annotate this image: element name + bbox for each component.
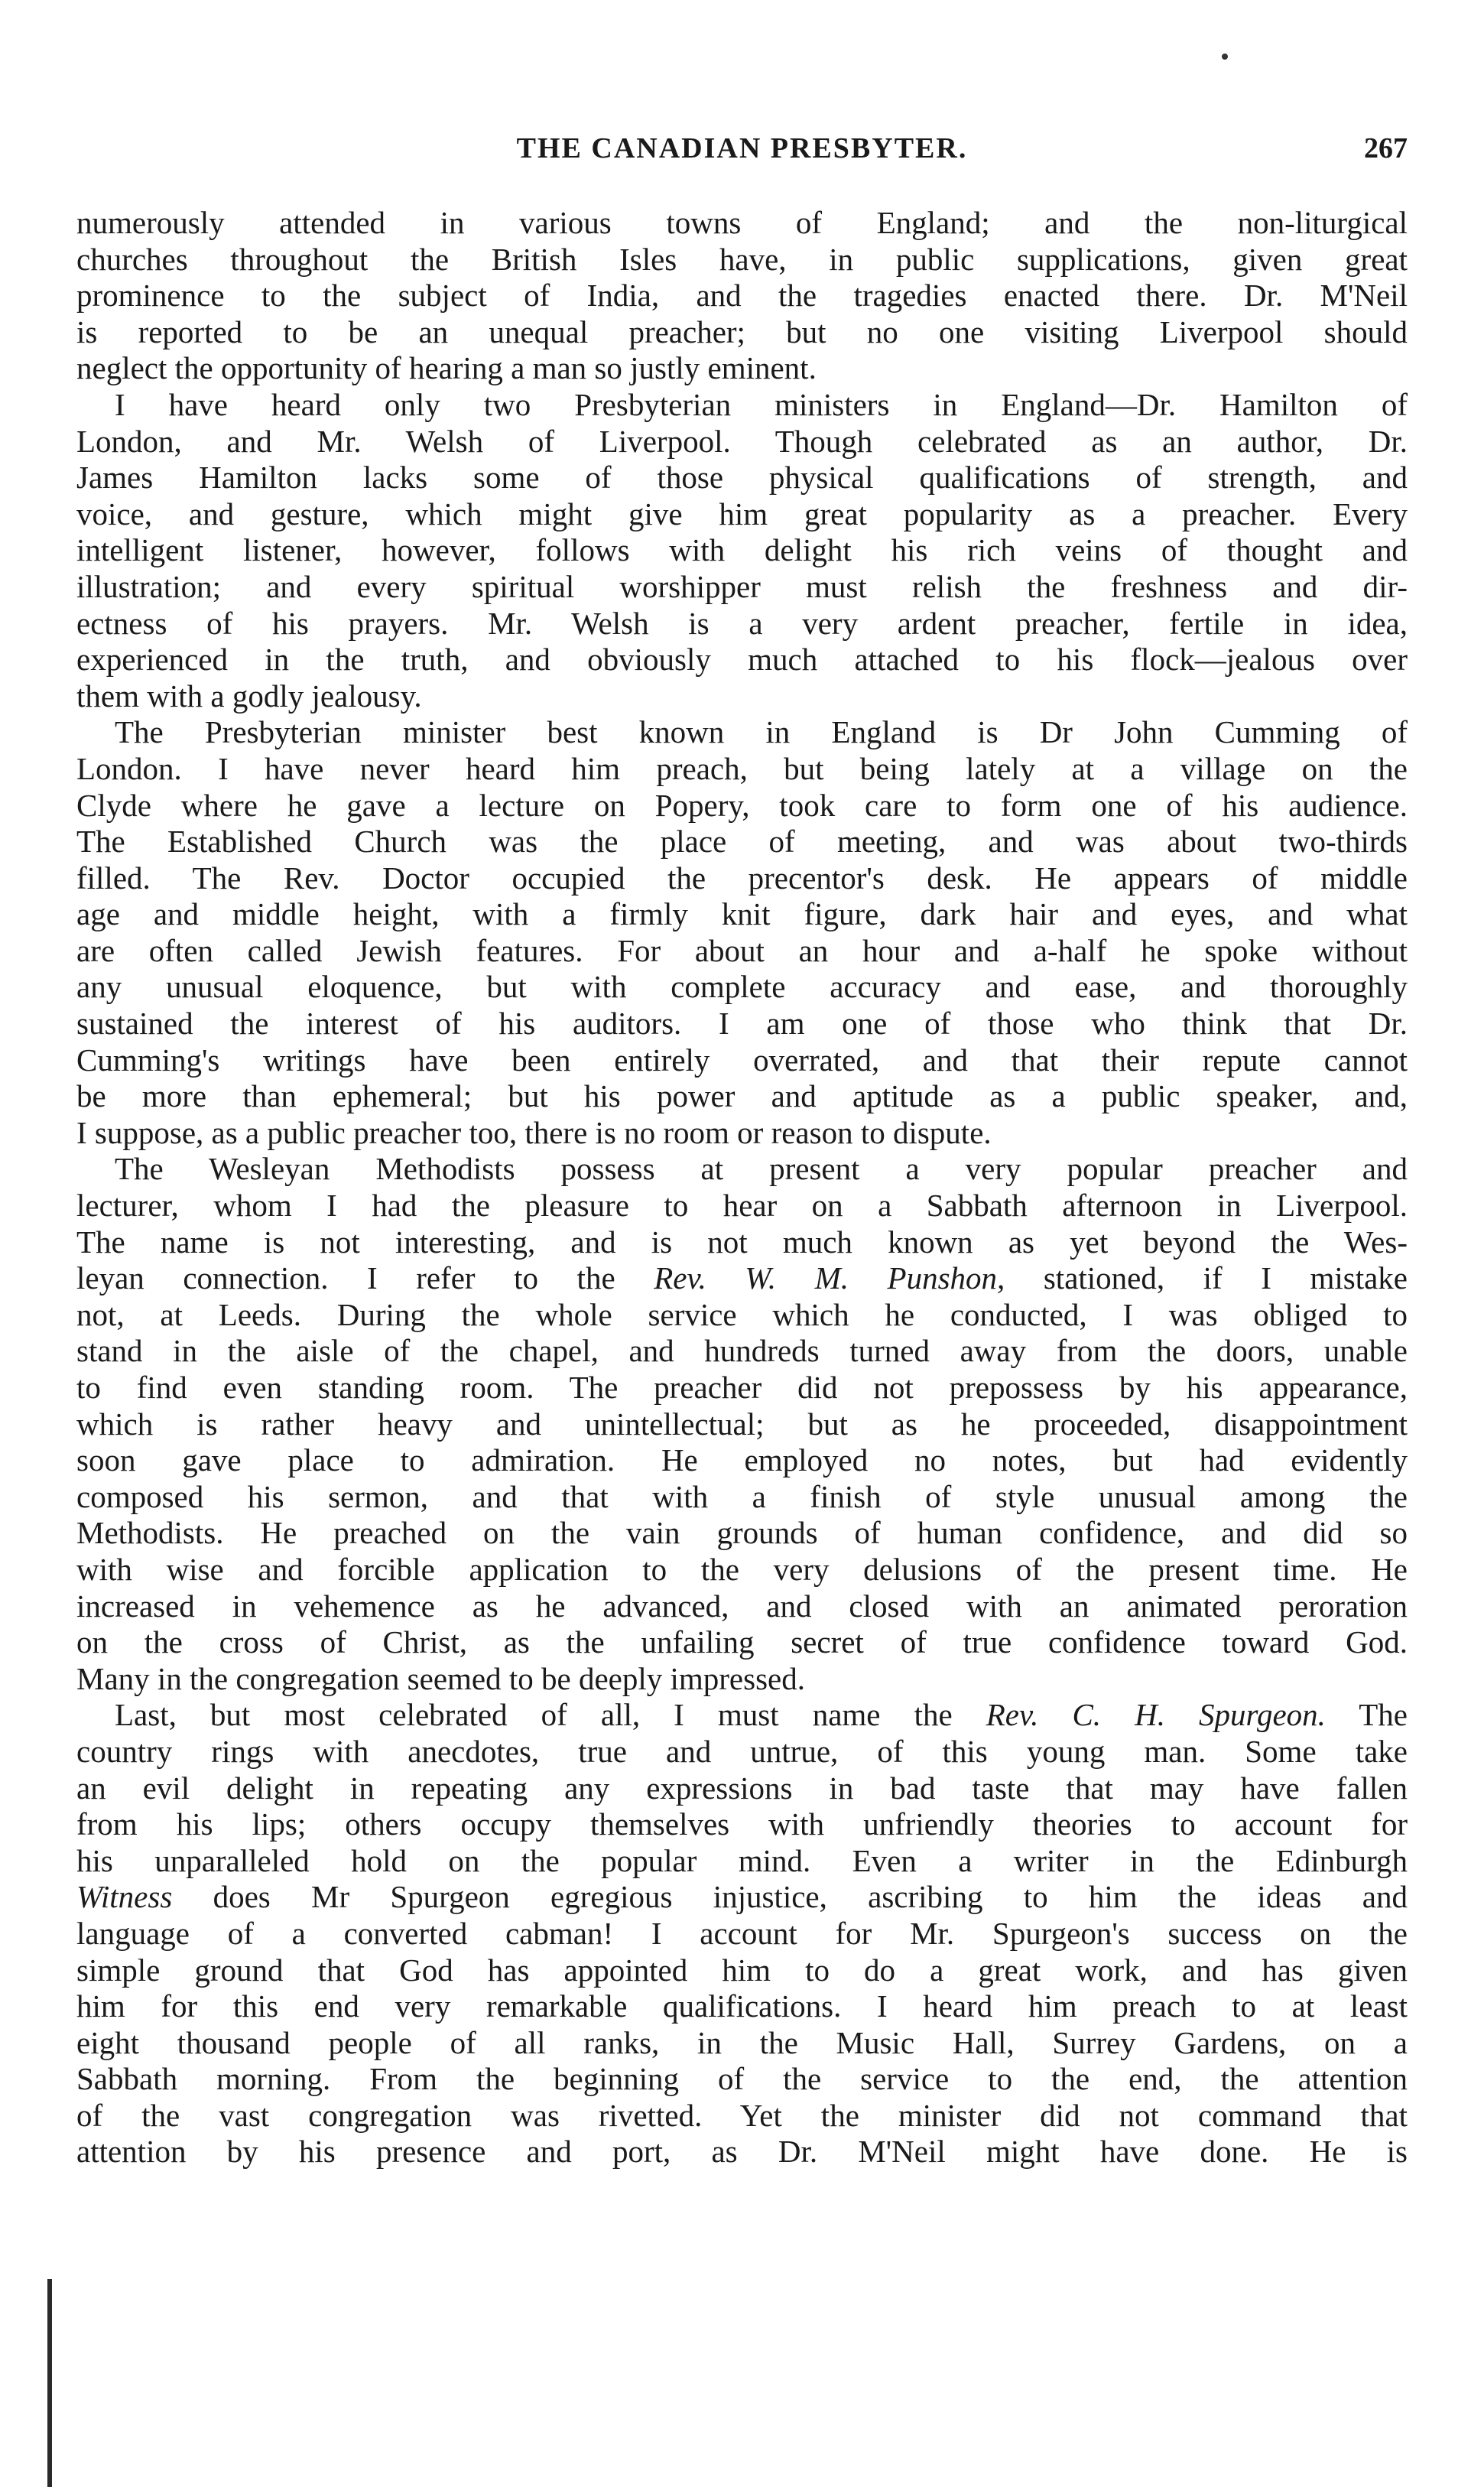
text-line-punshon <box>76 1260 1408 1297</box>
text-fragment: stationed, if I mistake <box>1005 1260 1408 1296</box>
text-line: Clyde where he gave a lecture on Popery, took care to form one of his audience. <box>76 787 1408 823</box>
ink-speck <box>1222 54 1228 60</box>
italic-title: Witness <box>76 1879 173 1915</box>
article-body <box>76 205 1408 2170</box>
text-line: I suppose, as a public preacher too, there is no room or reason to dispute. <box>76 1114 992 1150</box>
text-line: simple ground that God has appointed him to do a great work, and has given <box>76 1952 1408 1988</box>
text-line-witness <box>76 1879 1408 1916</box>
margin-rule <box>47 2279 52 2487</box>
text-line: I have heard only two Presbyterian ministers in England—Dr. Hamilton of <box>115 386 1408 422</box>
text-line: London, and Mr. Welsh of Liverpool. Though celebrated as an author, Dr. <box>76 423 1408 459</box>
text-line: Cumming's writings have been entirely overrated, and that their repute cannot <box>76 1042 1408 1078</box>
text-line: ectness of his prayers. Mr. Welsh is a very ardent preacher, fertile in idea, <box>76 605 1408 641</box>
text-line: filled. The Rev. Doctor occupied the precentor's desk. He appears of middle <box>76 860 1408 896</box>
text-line: is reported to be an unequal preacher; but no one visiting Liverpool should <box>76 314 1408 349</box>
text-fragment: leyan connection. I refer to the <box>76 1260 654 1296</box>
text-line: The Presbyterian minister best known in England is Dr John Cumming of <box>115 714 1408 750</box>
text-line: attention by his presence and port, as Dr. M'Neil might have done. He is <box>76 2134 1408 2170</box>
text-line: prominence to the subject of India, and the tragedies enacted there. Dr. M'Neil <box>76 278 1408 314</box>
text-line: The Wesleyan Methodists possess at present a very popular preacher and <box>115 1151 1408 1187</box>
text-line: on the cross of Christ, as the unfailing secret of true confidence toward God. <box>76 1624 1408 1660</box>
text-line: sustained the interest of his auditors. I am one of those who think that Dr. <box>76 1006 1408 1042</box>
text-line: James Hamilton lacks some of those physical qualifications of strength, and <box>76 460 1408 496</box>
text-line: him for this end very remarkable qualifications. I heard him preach to at least <box>76 1988 1408 2024</box>
running-title: THE CANADIAN PRESBYTER. <box>516 132 968 164</box>
text-line: neglect the opportunity of hearing a man so justly eminent. <box>76 350 817 386</box>
text-line: The name is not interesting, and is not much known as yet beyond the Wes- <box>76 1224 1408 1260</box>
text-line: churches throughout the British Isles have, in public supplications, given great <box>76 241 1408 277</box>
text-line: not, at Leeds. During the whole service which he conducted, I was obliged to <box>76 1296 1408 1332</box>
text-line: Many in the congregation seemed to be deeply impressed. <box>76 1660 805 1696</box>
text-line: country rings with anecdotes, true and untrue, of this young man. Some take <box>76 1733 1408 1769</box>
text-line: illustration; and every spiritual worshipper must relish the freshness and dir- <box>76 568 1408 604</box>
text-line: are often called Jewish features. For about an hour and a-half he spoke without <box>76 932 1408 968</box>
text-line: numerously attended in various towns of England; and the non-liturgical <box>76 205 1408 240</box>
text-line: of the vast congregation was rivetted. Yet the minister did not command that <box>76 2097 1408 2133</box>
text-line: his unparalleled hold on the popular mind. Even a writer in the Edinburgh <box>76 1842 1408 1878</box>
italic-name: Rev. C. H. Spurgeon. <box>986 1697 1326 1733</box>
text-line: soon gave place to admiration. He employed no notes, but had evidently <box>76 1442 1408 1478</box>
text-line-spurgeon <box>76 1697 1408 1734</box>
text-line: stand in the aisle of the chapel, and hundreds turned away from the doors, unable <box>76 1333 1408 1369</box>
text-line: composed his sermon, and that with a finish of style unusual among the <box>76 1478 1408 1514</box>
text-line: voice, and gesture, which might give him great popularity as a preacher. Every <box>76 496 1408 532</box>
text-line: Methodists. He preached on the vain grounds of human confidence, and did so <box>76 1515 1408 1551</box>
italic-name: Rev. W. M. Punshon, <box>654 1260 1005 1296</box>
text-line: eight thousand people of all ranks, in the Music Hall, Surrey Gardens, on a <box>76 2024 1408 2060</box>
text-line: from his lips; others occupy themselves with unfriendly theories to account for <box>76 1806 1408 1842</box>
text-fragment: does Mr Spurgeon egregious injustice, ascribing to him the ideas and <box>172 1879 1408 1915</box>
text-fragment: The <box>1325 1697 1408 1733</box>
text-line: London. I have never heard him preach, but being lately at a village on the <box>76 750 1408 786</box>
text-line: lecturer, whom I had the pleasure to hear on a Sabbath afternoon in Liverpool. <box>76 1188 1408 1224</box>
text-line: them with a godly jealousy. <box>76 678 422 714</box>
text-line: with wise and forcible application to the very delusions of the present time. He <box>76 1551 1408 1587</box>
text-line: which is rather heavy and unintellectual; but as he proceeded, disappointment <box>76 1406 1408 1442</box>
text-line: be more than ephemeral; but his power and aptitude as a public speaker, and, <box>76 1078 1408 1114</box>
text-fragment: Last, but most celebrated of all, I must name the <box>115 1697 986 1733</box>
text-line: age and middle height, with a firmly knit figure, dark hair and eyes, and what <box>76 896 1408 932</box>
text-line: any unusual eloquence, but with complete accuracy and ease, and thoroughly <box>76 969 1408 1005</box>
text-line: an evil delight in repeating any expressions in bad taste that may have fallen <box>76 1770 1408 1806</box>
text-line: increased in vehemence as he advanced, and closed with an animated peroration <box>76 1588 1408 1624</box>
text-line: to find even standing room. The preacher did not prepossess by his appearance, <box>76 1370 1408 1405</box>
text-line: intelligent listener, however, follows with delight his rich veins of thought and <box>76 532 1408 568</box>
text-line: Sabbath morning. From the beginning of the service to the end, the attention <box>76 2061 1408 2097</box>
text-line: language of a converted cabman! I account for Mr. Spurgeon's success on the <box>76 1915 1408 1951</box>
page-number: 267 <box>1364 132 1408 164</box>
text-line: The Established Church was the place of meeting, and was about two-thirds <box>76 824 1408 860</box>
text-line: experienced in the truth, and obviously much attached to his flock—jealous over <box>76 642 1408 678</box>
running-header <box>76 132 1408 177</box>
